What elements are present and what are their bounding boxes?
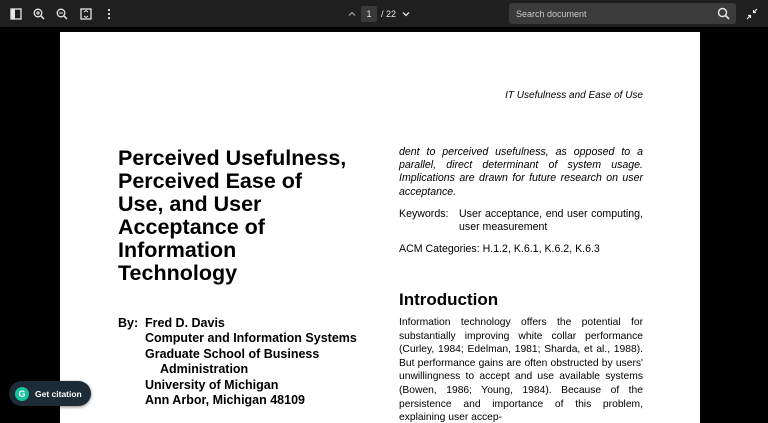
sidebar-toggle-button[interactable] (6, 4, 26, 24)
next-page-button[interactable] (401, 9, 411, 19)
fit-page-icon (80, 8, 92, 20)
grammarly-icon: G (15, 387, 29, 401)
intro-paragraph: Information technology offers the potential for substantially improving white collar performance (Curley, 1984; Edelman, 1981; Sharda, et al., 1988). But performance gains are often obstructed by users' unwillingness to accept and use available systems (Bowen, 1986; Young, 1984). Because of the persistence and importance of this problem, explaining user accep- (399, 317, 643, 423)
keywords (399, 208, 643, 234)
section-heading: Introduction (399, 290, 499, 309)
right-column (399, 146, 643, 256)
acm-label: ACM Categories: (399, 243, 480, 256)
more-icon (103, 8, 115, 20)
zoom-in-button[interactable] (29, 4, 49, 24)
title-line: Information (118, 238, 237, 262)
title-line: Technology (118, 261, 238, 285)
title-line: Perceived Ease of (118, 169, 303, 193)
zoom-out-button[interactable] (52, 4, 72, 24)
abstract-text: dent to perceived usefulness, as opposed to a parallel, direct determinant of system usage. Implications are drawn for future research on user acceptance. (399, 146, 643, 198)
viewer-toolbar (0, 0, 768, 27)
affiliation-line: Graduate School of Business (145, 346, 320, 361)
affiliation-line: University of Michigan (145, 377, 279, 392)
collapse-icon (746, 8, 758, 20)
get-citation-label: Get citation (35, 388, 82, 399)
document-page (60, 32, 700, 423)
page-total: / 22 (381, 9, 397, 19)
search-box (509, 3, 736, 24)
page-number-input[interactable]: 1 (361, 6, 377, 22)
author-name: Fred D. Davis (145, 316, 225, 330)
more-options-button[interactable] (99, 4, 119, 24)
chevron-up-icon (347, 9, 357, 19)
chevron-down-icon (401, 9, 411, 19)
exit-fullscreen-button[interactable] (742, 4, 762, 24)
search-icon[interactable] (717, 7, 730, 20)
affiliation-line: Computer and Information Systems (145, 331, 357, 346)
title-line: Acceptance of (118, 215, 265, 239)
title-line: Perceived Usefulness, (118, 146, 347, 170)
page-navigation (347, 4, 411, 24)
title-line: Use, and User (118, 192, 262, 216)
acm-categories (399, 243, 643, 256)
by-label: By: (118, 316, 139, 330)
zoom-out-icon (56, 8, 68, 20)
fit-page-button[interactable] (76, 4, 96, 24)
affiliation-line: Administration (160, 362, 249, 377)
acm-value: H.1.2, K.6.1, K.6.2, K.6.3 (482, 243, 600, 256)
sidebar-toggle-icon (10, 8, 22, 20)
get-citation-button[interactable] (9, 381, 91, 406)
keywords-label: Keywords: (399, 207, 449, 220)
paper-title (118, 147, 346, 285)
keywords-value: User acceptance, end user computing, user measurement (459, 207, 643, 234)
affiliation-line: Ann Arbor, Michigan 48109 (145, 393, 305, 408)
previous-page-button[interactable] (347, 9, 357, 19)
author-block (118, 316, 357, 408)
zoom-in-icon (33, 8, 45, 20)
search-input[interactable] (509, 3, 709, 24)
running-header: IT Usefulness and Ease of Use (505, 90, 643, 101)
